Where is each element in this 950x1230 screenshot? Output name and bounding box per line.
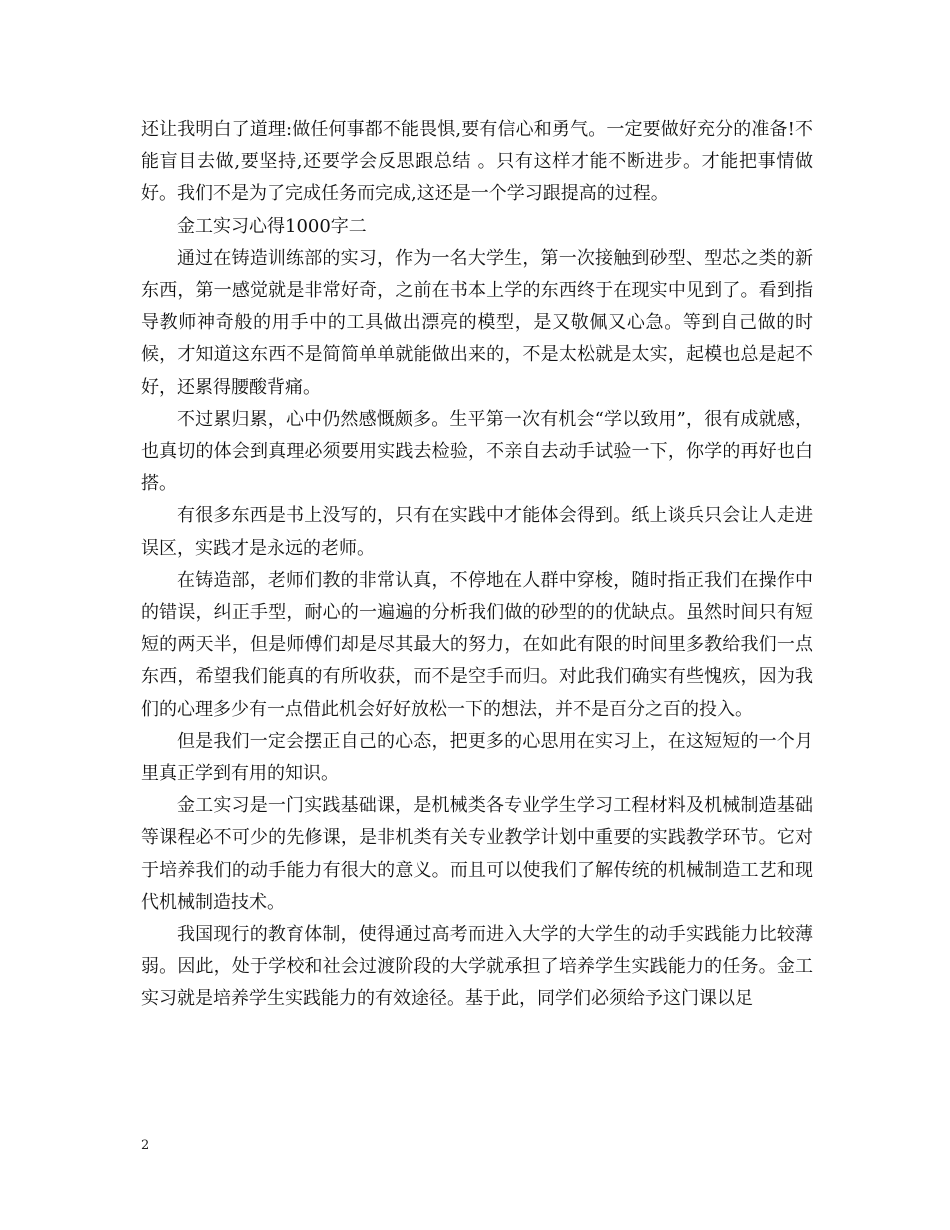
- paragraph: 在铸造部，老师们教的非常认真，不停地在人群中穿梭，随时指正我们在操作中的错误，纠正手型，耐心的一遍遍的分析我们做的砂型的的优缺点。虽然时间只有短短的两天半，但是师傅们却是尽其最大的努力，在如此有限的时间里多教给我们一点东西，希望我们能真的有所收获，而不是空手而归。对此我们确实有些愧疚，因为我们的心理多少有一点借此机会好好放松一下的想法，并不是百分之百的投入。: [141, 569, 813, 720]
- section-heading: 金工实习心得1000字二: [177, 215, 367, 237]
- document-body: [141, 114, 813, 1016]
- paragraph: 有很多东西是书上没写的，只有在实践中才能体会得到。纸上谈兵只会让人走进误区，实践才是永远的老师。: [141, 505, 813, 559]
- paragraph: 但是我们一定会摆正自己的心态，把更多的心思用在实习上，在这短短的一个月里真正学到有用的知识。: [141, 730, 813, 785]
- paragraph-continued: 还让我明白了道理:做任何事都不能畏惧,要有信心和勇气。一定要做好充分的准备!不能盲目去做,要坚持,还要学会反思跟总结 。只有这样才能不断进步。才能把事情做好。我们不是为了完成任务而完成,这还是一个学习跟提高的过程。: [141, 119, 814, 205]
- paragraph: 我国现行的教育体制，使得通过高考而进入大学的大学生的动手实践能力比较薄弱。因此，处于学校和社会过渡阶段的大学就承担了培养学生实践能力的任务。金工实习就是培养学生实践能力的有效途径。基于此，同学们必须给予这门课以足: [141, 924, 813, 1010]
- page-number: 2: [141, 1138, 150, 1153]
- paragraph: 金工实习是一门实践基础课，是机械类各专业学生学习工程材料及机械制造基础等课程必不可少的先修课，是非机类有关专业教学计划中重要的实践教学环节。它对于培养我们的动手能力有很大的意义。而且可以使我们了解传统的机械制造工艺和现代机械制造技术。: [141, 795, 813, 913]
- paragraph: 不过累归累，心中仍然感慨颇多。生平第一次有机会“学以致用”，很有成就感，也真切的体会到真理必须要用实践去检验，不亲自去动手试验一下，你学的再好也白搭。: [141, 408, 813, 495]
- paragraph: 通过在铸造训练部的实习，作为一名大学生，第一次接触到砂型、型芯之类的新东西，第一感觉就是非常好奇，之前在书本上学的东西终于在现实中见到了。看到指导教师神奇般的用手中的工具做出漂亮的模型，是又敬佩又心急。等到自己做的时候，才知道这东西不是简简单单就能做出来的，不是太松就是太实，起模也总是起不好，还累得腰酸背痛。: [141, 247, 813, 398]
